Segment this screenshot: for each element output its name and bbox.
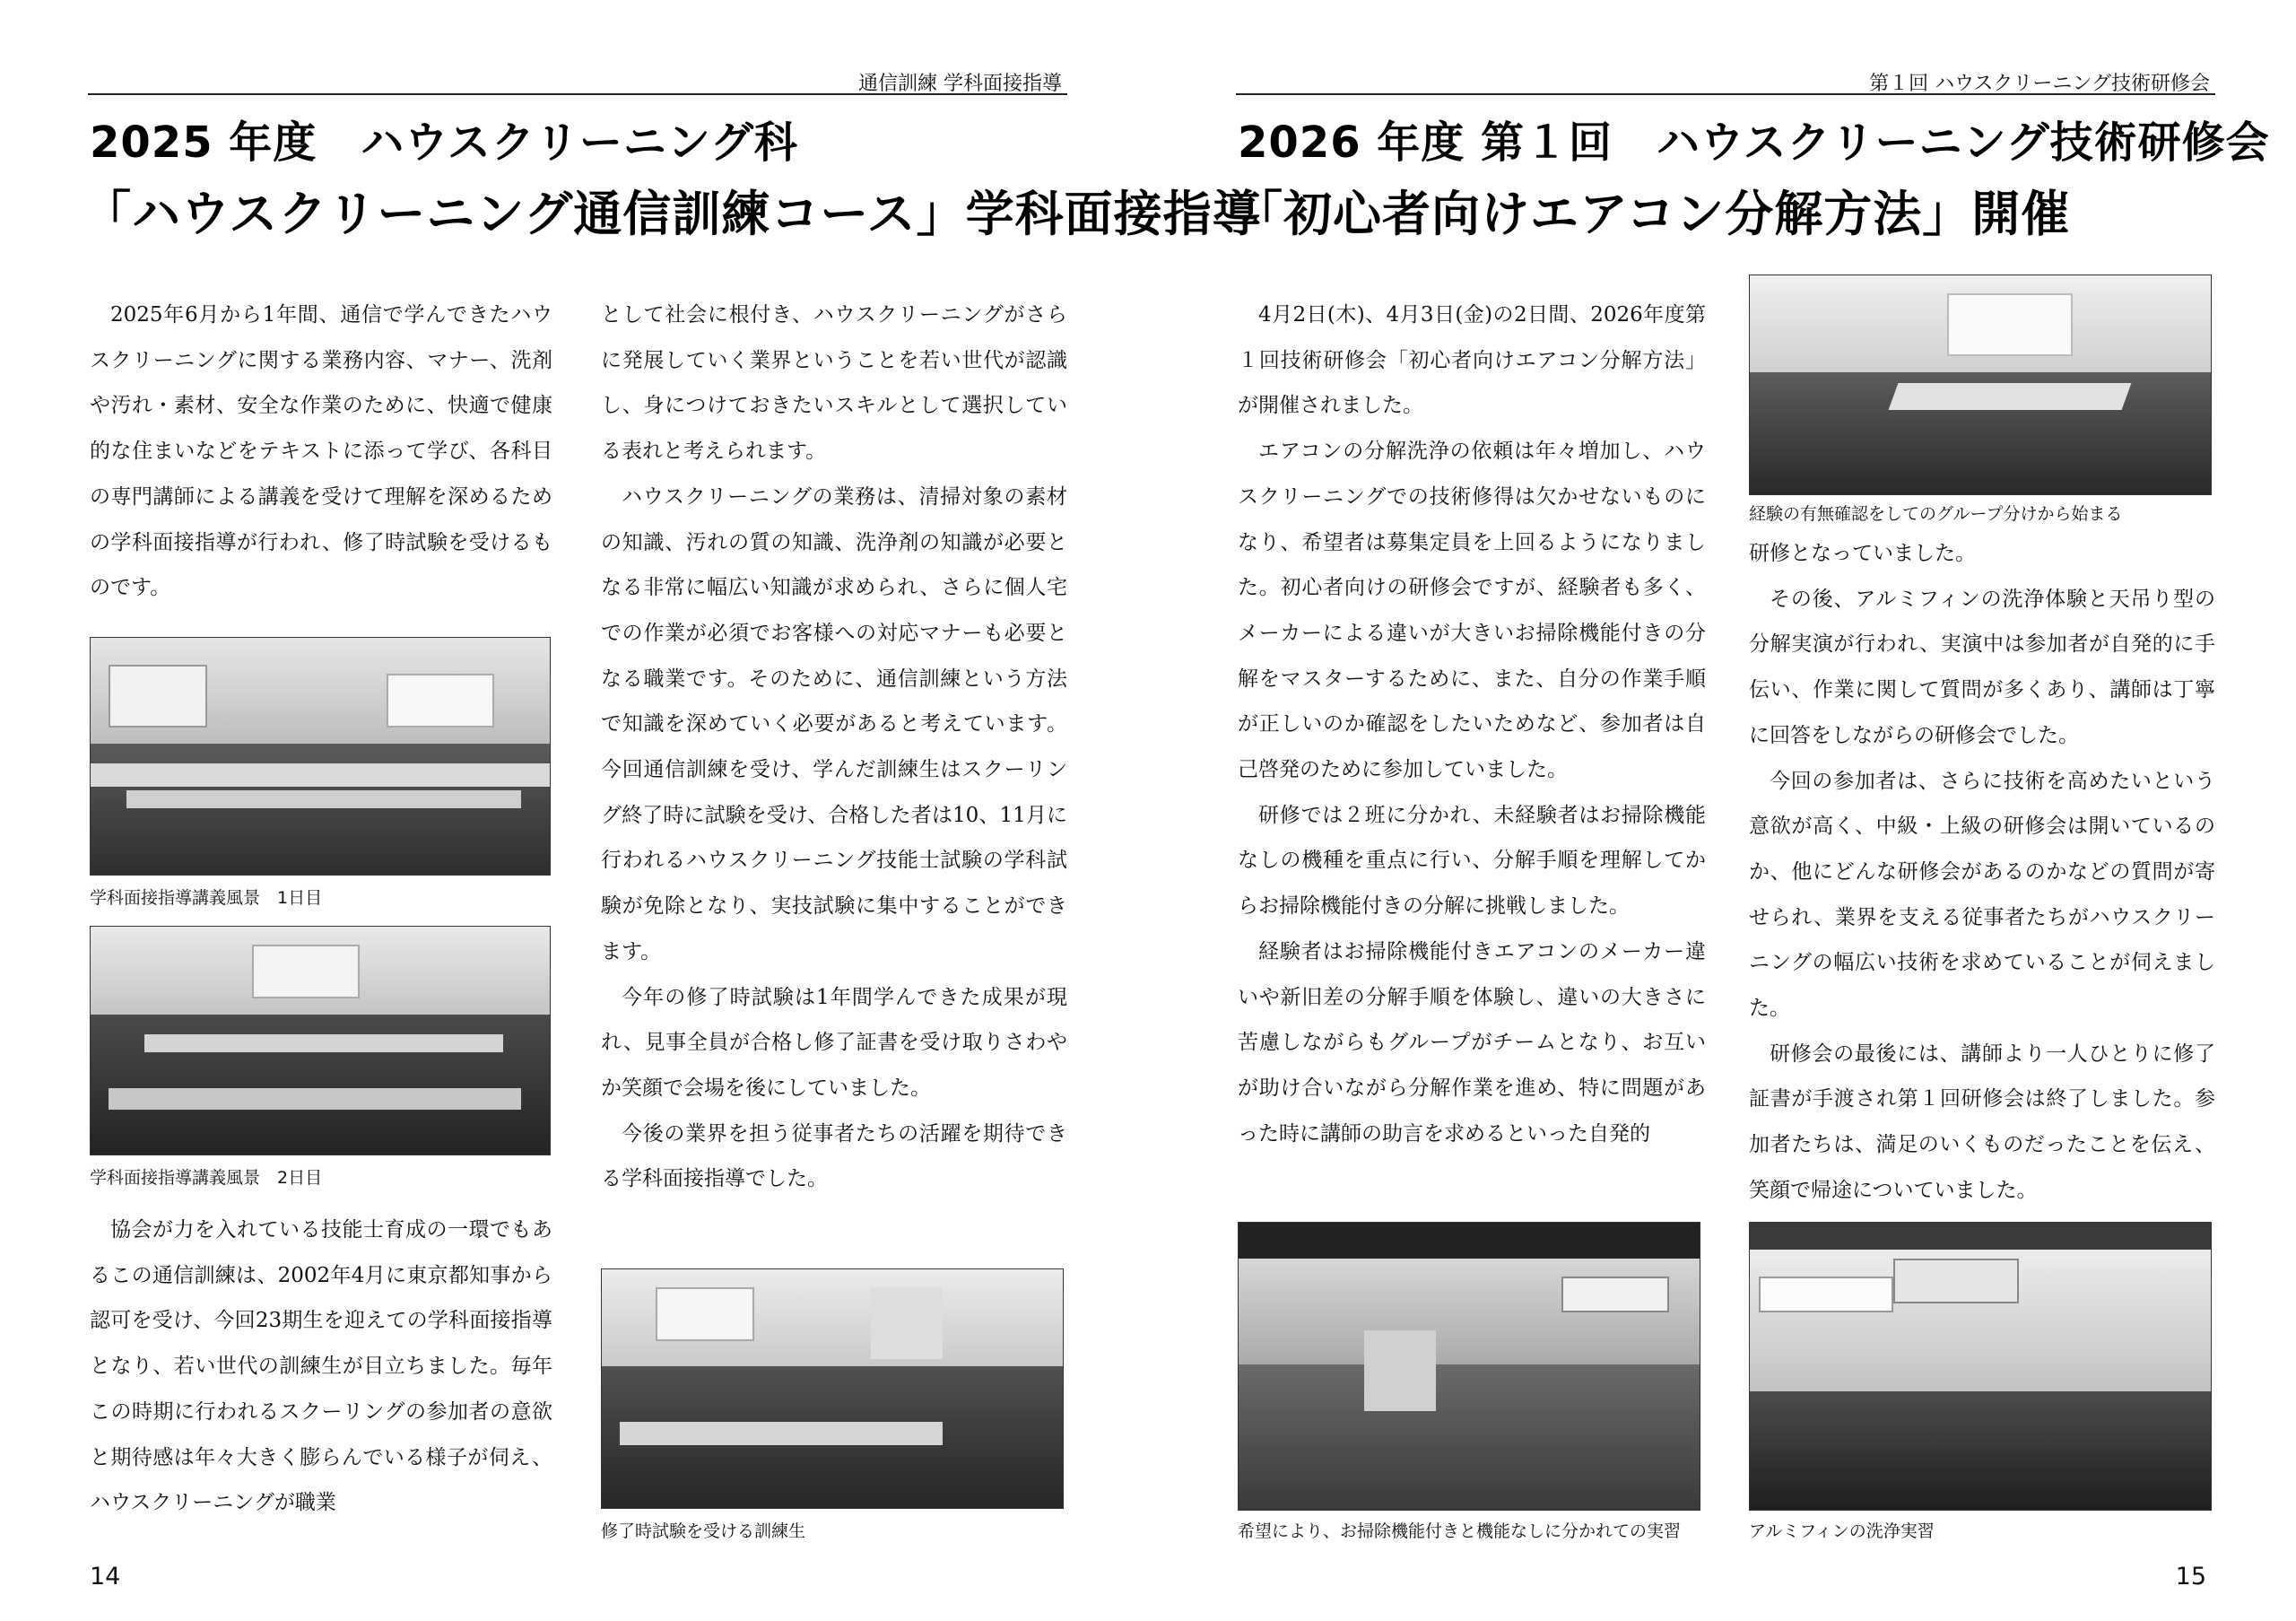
paragraph: ハウスクリーニングの業務は、清掃対象の素材の知識、汚れの質の知識、洗浄剤の知識が必要となる非常に幅広い知識が求められ、さらに個人宅での作業が必須でお客様への対応マナーも必要となる職業です。そのために、通信訓練という方法で知識を深めていく必要があると考えています。今回通信訓練を受け、学んだ訓練生はスクーリング終了時に試験を受け、合格した者は10、11月に行われるハウスクリーニング技能士試験の学科試験が免除となり、実技試験に集中することができます。 [601,484,1067,963]
page-number: 15 [2175,1563,2206,1590]
paragraph: 研修では２班に分かれ、未経験者はお掃除機能なしの機種を重点に行い、分解手順を理解してからお掃除機能付きの分解に挑戦しました。 [1238,803,1706,919]
paragraph: 経験者はお掃除機能付きエアコンのメーカー違いや新旧差の分解手順を体験し、違いの大きさに苦慮しながらもグループがチームとなり、お互いが助け合いながら分解作業を進め、特に問題があった時に講師の助言を求めるといった自発的 [1238,939,1706,1146]
headline-line1: 2026 年度 第１回 ハウスクリーニング技術研修会 [1238,118,2270,168]
article-column-1 [1238,292,1706,1220]
article-column-1-bottom [90,1207,552,1550]
paragraph: エアコンの分解洗浄の依頼は年々増加し、ハウスクリーニングでの技術修得は欠かせないものになり、希望者は募集定員を上回るようになりました。初心者向けの研修会ですが、経験者も多く、メーカーによる違いが大きいお掃除機能付きの分解をマスターするために、また、自分の作業手順が正しいのか確認をしたいためなど、参加者は自己啓発のために参加していました。 [1238,440,1706,782]
photo-exam [601,1268,1064,1509]
paragraph: その後、アルミフィンの洗浄体験と天吊り型の分解実演が行われ、実演中は参加者が自発的に手伝い、作業に関して質問が多くあり、講師は丁寧に回答をしながらの研修会でした。 [1749,587,2215,747]
paragraph: 協会が力を入れている技能士育成の一環でもあるこの通信訓練は、2002年4月に東京都知事から認可を受け、今回23期生を迎えての学科面接指導となり、若い世代の訓練生が目立ちました。毎年この時期に行われるスクーリングの参加者の意欲と期待感は年々大きく膨らんでいる様子が伺え、ハウスクリーニングが職業 [90,1218,552,1515]
paragraph: 今後の業界を担う従事者たちの活躍を期待できる学科面接指導でした。 [601,1121,1067,1191]
paragraph: 今年の修了時試験は1年間学んできた成果が現れ、見事全員が合格し修了証書を受け取りさわやか笑顔で会場を後にしていました。 [601,985,1067,1100]
photo-caption: 希望により、お掃除機能付きと機能なしに分かれての実習 [1238,1521,1682,1541]
article-column-2 [601,292,1067,1243]
article-column-1-top [90,292,552,633]
paragraph: 研修会の最後には、講師より一人ひとりに修了証書が手渡され第１回研修会は終了しました。参加者たちは、満足のいくものだったことを伝え、笑顔で帰途についていました。 [1749,1041,2215,1202]
photo-caption: 学科面接指導講義風景 1日目 [90,888,323,908]
photo-classroom-day2 [90,926,551,1155]
section-label: 通信訓練 学科面接指導 [858,73,1062,95]
right-page [1148,0,2296,1621]
headline-line2: 「ハウスクリーニング通信訓練コース」学科面接指導 [83,186,1262,242]
photo-caption: 経験の有無確認をしてのグループ分けから始まる [1749,504,2123,524]
photo-caption: 学科面接指導講義風景 2日目 [90,1168,323,1188]
photo-caption: 修了時試験を受ける訓練生 [601,1521,806,1541]
paragraph: 今回の参加者は、さらに技術を高めたいという意欲が高く、中級・上級の研修会は開いているのか、他にどんな研修会があるのかなどの質問が寄せられ、業界を支える従事者たちがハウスクリーニングの幅広い技術を求めていることが伺えました。 [1749,769,2215,1021]
photo-fin-washing [1749,1222,2212,1511]
paragraph: として社会に根付き、ハウスクリーニングがさらに発展していく業界ということを若い世代が認識し、身につけておきたいスキルとして選択している表れと考えられます。 [601,303,1067,464]
photo-split-practice [1238,1222,1700,1511]
paragraph: 2025年6月から1年間、通信で学んできたハウスクリーニングに関する業務内容、マナー、洗剤や汚れ・素材、安全な作業のために、快適で健康的な住まいなどをテキストに添って学び、各科目の専門講師による講義を受けて理解を深めるための学科面接指導が行われ、修了時試験を受けるものです。 [90,303,552,600]
section-label: 第１回 ハウスクリーニング技術研修会 [1869,73,2210,95]
paragraph: 4月2日(木)、4月3日(金)の2日間、2026年度第１回技術研修会「初心者向けエアコン分解方法」が開催されました。 [1238,303,1706,418]
headline-line2: 「初心者向けエアコン分解方法」開催 [1234,186,2071,242]
photo-caption: アルミフィンの洗浄実習 [1749,1521,1935,1541]
photo-classroom-day1 [90,637,551,876]
page-number: 14 [90,1563,121,1590]
headline-line1: 2025 年度 ハウスクリーニング科 [90,118,798,168]
article-column-2 [1749,531,2215,1215]
paragraph: 研修となっていました。 [1749,542,1976,565]
photo-group-meeting [1749,275,2212,495]
